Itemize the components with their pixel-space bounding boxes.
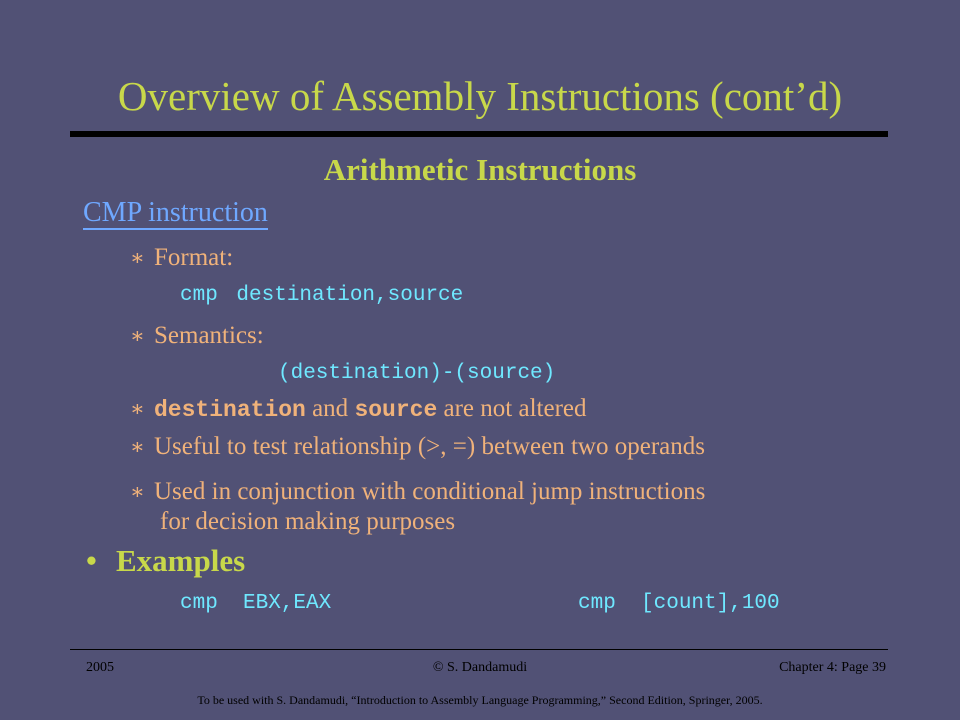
footer-divider	[70, 649, 888, 650]
used-line1: Used in conjunction with conditional jump instructions	[154, 478, 706, 505]
star-bullet-icon: ∗	[130, 323, 145, 348]
examples-label: Examples	[116, 543, 246, 578]
star-bullet-icon: ∗	[130, 479, 145, 504]
useful-text: Useful to test relationship (>, =) between two operands	[154, 433, 705, 460]
example-code-2: cmp [count],100	[578, 592, 780, 615]
bullet-used-in-conjunction	[130, 478, 705, 506]
bullet-semantics	[130, 322, 264, 350]
source-keyword: source	[354, 397, 438, 423]
semantics-code: (destination)-(source)	[278, 362, 556, 385]
footer-author: © S. Dandamudi	[432, 660, 528, 675]
format-code: cmp destination,source	[180, 284, 464, 307]
bullet-useful	[130, 433, 705, 461]
section-heading: Arithmetic Instructions	[323, 152, 637, 187]
slide-title: Overview of Assembly Instructions (cont’d)	[117, 73, 843, 119]
star-bullet-icon: ∗	[130, 245, 145, 270]
not-altered-text: are not altered	[437, 395, 587, 422]
footer-chapter: Chapter 4: Page 39	[779, 660, 886, 675]
bullet-dot-icon: •	[86, 543, 97, 578]
star-bullet-icon: ∗	[130, 396, 145, 421]
used-line2: for decision making purposes	[160, 508, 456, 535]
bullet-not-altered	[130, 395, 586, 423]
star-bullet-icon: ∗	[130, 434, 145, 459]
semantics-label: Semantics:	[154, 322, 264, 349]
cmp-instruction-link[interactable]: CMP instruction	[83, 197, 268, 228]
title-divider	[70, 131, 888, 137]
bullet-format	[130, 244, 233, 272]
and-text: and	[305, 395, 355, 422]
footer-year: 2005	[86, 660, 114, 675]
examples-heading	[86, 543, 245, 579]
footer-note: To be used with S. Dandamudi, “Introduction to Assembly Language Programming,” Second Edition, Springer, 2005.	[197, 693, 763, 707]
destination-keyword: destination	[154, 397, 306, 423]
example-code-1: cmp EBX,EAX	[180, 592, 332, 615]
format-label: Format:	[154, 244, 234, 271]
